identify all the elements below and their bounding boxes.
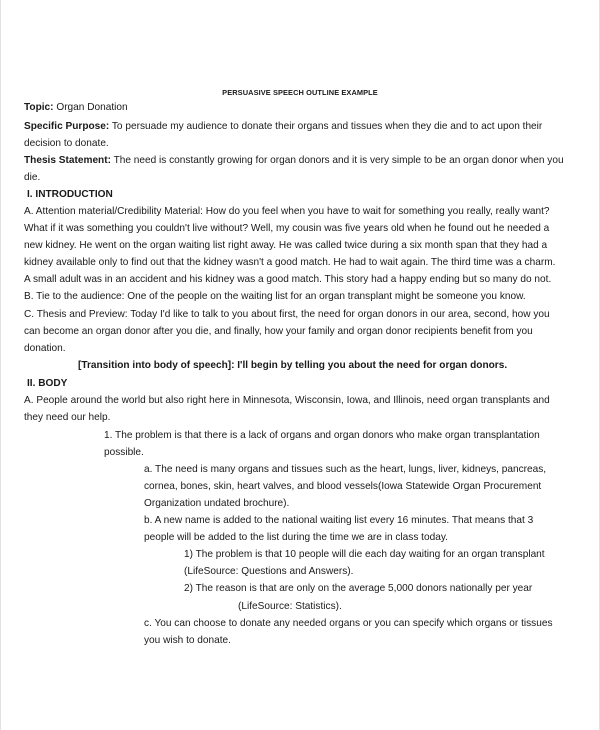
body-a-line-2: they need our help. <box>24 412 111 423</box>
intro-line-4: kidney available only to find out that the kidney wasn't a good match. He had to wait again. The third time was a charm. <box>24 257 556 268</box>
topic-text: Organ Donation <box>56 102 128 113</box>
body-heading: II. BODY <box>27 378 68 389</box>
sub-b2-line-1: 2) The reason is that are only on the average 5,000 donors nationally per year <box>184 583 533 594</box>
intro-line-7: C. Thesis and Preview: Today I'd like to talk to you about first, the need for organ donors in our area, second, how you <box>24 309 550 320</box>
sub-c-line-1: c. You can choose to donate any needed organs or you can specify which organs or tissues <box>144 618 553 629</box>
thesis-text-1: The need is constantly growing for organ donors and it is very simple to be an organ donor when you <box>113 155 564 166</box>
sub-c-line-2: you wish to donate. <box>144 635 231 646</box>
sub-a-line-3: Organization undated brochure). <box>144 498 290 509</box>
transition-line: [Transition into body of speech]: I'll begin by telling you about the need for organ donors. <box>78 360 508 371</box>
sub-a-line-2: cornea, bones, skin, heart valves, and blood vessels(Iowa Statewide Organ Procurement <box>144 481 542 492</box>
thesis-text-2: die. <box>24 172 41 183</box>
sub-a-line-1: a. The need is many organs and tissues such as the heart, lungs, liver, kidneys, pancreas, <box>144 464 547 475</box>
intro-line-2: What if it was something you couldn't live without? Well, my cousin was five years old when he found out he needed a <box>24 223 550 234</box>
intro-line-8: can become an organ donor after you die, and finally, how your family and organ donor recipients benefit from you <box>24 326 533 337</box>
purpose-text-2: decision to donate. <box>24 138 109 149</box>
intro-line-5: A small adult was in an accident and his kidney was a good match. This story had a happy ending but so many do not. <box>24 274 552 285</box>
intro-line-6: B. Tie to the audience: One of the people on the waiting list for an organ transplant might be someone you know. <box>24 291 526 302</box>
document-title: PERSUASIVE SPEECH OUTLINE EXAMPLE <box>222 88 378 97</box>
thesis-line-1 <box>24 154 564 167</box>
intro-line-3: new kidney. He went on the organ waiting list right away. He was called twice during a six month span that they had a <box>24 240 548 251</box>
sub-b-line-1: b. A new name is added to the national waiting list every 16 minutes. That means that 3 <box>144 515 534 526</box>
purpose-line-1 <box>24 120 542 133</box>
thesis-label: Thesis Statement: <box>24 155 111 166</box>
sub-b1-line-1: 1) The problem is that 10 people will die each day waiting for an organ transplant <box>184 549 545 560</box>
body-1-line-2: possible. <box>104 447 144 458</box>
intro-line-1: A. Attention material/Credibility Material: How do you feel when you have to wait for something you really, really want? <box>24 206 550 217</box>
purpose-text-1: To persuade my audience to donate their organs and tissues when they die and to act upon their <box>111 121 543 132</box>
sub-b2-line-2: (LifeSource: Statistics). <box>238 601 342 612</box>
body-1-line-1: 1. The problem is that there is a lack of organs and organ donors who make organ transplantation <box>104 430 540 441</box>
body-a-line-1: A. People around the world but also right here in Minnesota, Wisconsin, Iowa, and Illinois, need organ transplants and <box>24 395 550 406</box>
topic-line <box>24 101 128 114</box>
purpose-label: Specific Purpose: <box>24 121 110 132</box>
sub-b-line-2: people will be added to the list during the time we are in class today. <box>144 532 448 543</box>
intro-heading: I. INTRODUCTION <box>27 189 113 200</box>
topic-label: Topic: <box>24 102 54 113</box>
sub-b1-line-2: (LifeSource: Questions and Answers). <box>184 566 354 577</box>
intro-line-9: donation. <box>24 343 66 354</box>
